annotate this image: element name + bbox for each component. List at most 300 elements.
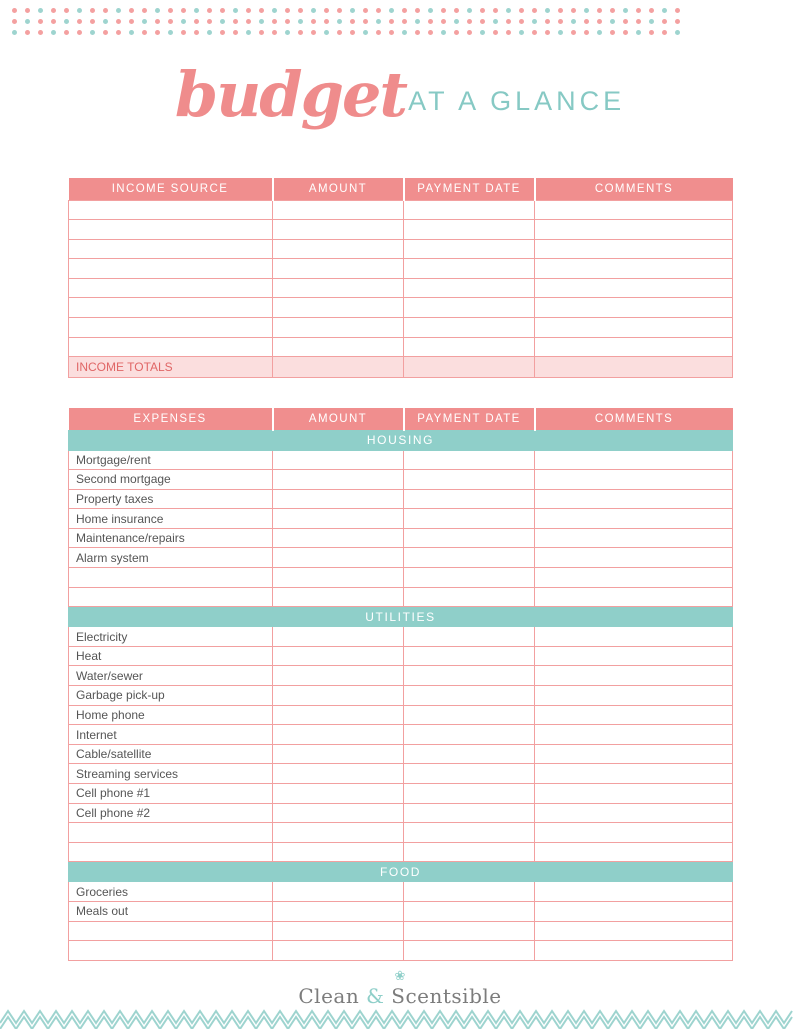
comments-cell[interactable]: [535, 921, 733, 941]
expense-amount-cell[interactable]: [273, 764, 404, 784]
expense-amount-cell[interactable]: [273, 725, 404, 745]
decorative-dot: [415, 8, 420, 13]
expense-row: [69, 744, 733, 764]
decorative-dot: [597, 19, 602, 24]
decorative-dot: [623, 30, 628, 35]
income-table-header-row: [69, 178, 733, 200]
expense-row: [69, 784, 733, 804]
sprig-icon: ❀: [394, 968, 406, 983]
income-totals-payment-date[interactable]: [404, 357, 535, 378]
income-header-payment-date: PAYMENT DATE: [404, 178, 535, 200]
label-cell[interactable]: [69, 318, 273, 338]
payment-date-cell[interactable]: [404, 220, 535, 240]
expense-row: [69, 725, 733, 745]
expense-amount-cell[interactable]: [273, 489, 404, 509]
decorative-dot: [168, 19, 173, 24]
expense-label-cell[interactable]: Home phone: [69, 705, 273, 725]
decorative-dot: [77, 19, 82, 24]
decorative-dot: [649, 19, 654, 24]
decorative-dot: [480, 19, 485, 24]
decorative-dot-band-top: [0, 8, 800, 38]
decorative-dot: [662, 8, 667, 13]
income-header-amount: AMOUNT: [273, 178, 404, 200]
decorative-dot: [298, 19, 303, 24]
expense-comments-cell[interactable]: [535, 901, 733, 921]
decorative-dot: [233, 19, 238, 24]
decorative-dot: [402, 8, 407, 13]
decorative-dot: [181, 19, 186, 24]
dot-row: [0, 19, 800, 27]
payment-date-cell[interactable]: [404, 823, 535, 843]
expense-comments-cell[interactable]: [535, 450, 733, 470]
expense-section-header: [69, 430, 733, 450]
label-cell[interactable]: [69, 842, 273, 862]
payment-date-cell[interactable]: [404, 941, 535, 961]
payment-date-cell[interactable]: [404, 842, 535, 862]
decorative-dot: [506, 19, 511, 24]
expense-amount-cell[interactable]: [273, 470, 404, 490]
expense-amount-cell[interactable]: [273, 784, 404, 804]
expense-comments-cell[interactable]: [535, 744, 733, 764]
expense-label-cell[interactable]: Garbage pick-up: [69, 686, 273, 706]
amount-cell[interactable]: [273, 587, 404, 607]
income-row: [69, 239, 733, 259]
expense-amount-cell[interactable]: [273, 882, 404, 902]
decorative-dot: [38, 8, 43, 13]
decorative-dot: [90, 19, 95, 24]
decorative-dot: [441, 8, 446, 13]
decorative-dot: [168, 30, 173, 35]
decorative-dot: [662, 19, 667, 24]
expense-amount-cell[interactable]: [273, 528, 404, 548]
payment-date-cell[interactable]: [404, 318, 535, 338]
decorative-dot: [142, 19, 147, 24]
expense-label-cell[interactable]: Cable/satellite: [69, 744, 273, 764]
expense-amount-cell[interactable]: [273, 450, 404, 470]
decorative-dot: [129, 8, 134, 13]
amount-cell[interactable]: [273, 921, 404, 941]
amount-cell[interactable]: [273, 941, 404, 961]
decorative-dot: [142, 8, 147, 13]
expense-amount-cell[interactable]: [273, 901, 404, 921]
comments-cell[interactable]: [535, 941, 733, 961]
decorative-dot: [311, 19, 316, 24]
decorative-dot: [12, 30, 17, 35]
decorative-dot: [519, 8, 524, 13]
decorative-dot: [467, 30, 472, 35]
comments-cell[interactable]: [535, 200, 733, 220]
decorative-dot: [506, 30, 511, 35]
decorative-dot: [454, 8, 459, 13]
decorative-dot: [207, 30, 212, 35]
decorative-dot: [155, 8, 160, 13]
expense-label-cell[interactable]: Groceries: [69, 882, 273, 902]
expense-payment-date-cell[interactable]: [404, 450, 535, 470]
payment-date-cell[interactable]: [404, 337, 535, 357]
decorative-dot: [51, 19, 56, 24]
decorative-dot: [623, 19, 628, 24]
expense-amount-cell[interactable]: [273, 548, 404, 568]
expense-amount-cell[interactable]: [273, 686, 404, 706]
decorative-dot: [246, 8, 251, 13]
decorative-dot: [636, 30, 641, 35]
decorative-dot: [142, 30, 147, 35]
decorative-dot: [571, 19, 576, 24]
decorative-dot: [233, 8, 238, 13]
expense-row: [69, 587, 733, 607]
label-cell[interactable]: [69, 921, 273, 941]
expense-section-label: HOUSING: [69, 430, 733, 450]
decorative-dot: [675, 8, 680, 13]
comments-cell[interactable]: [535, 318, 733, 338]
decorative-dot: [467, 8, 472, 13]
decorative-dot: [558, 19, 563, 24]
decorative-dot: [64, 30, 69, 35]
expenses-header-expenses: EXPENSES: [69, 408, 273, 430]
decorative-dot: [12, 8, 17, 13]
decorative-dot: [285, 8, 290, 13]
decorative-dot: [545, 8, 550, 13]
income-totals-amount[interactable]: [273, 357, 404, 378]
amount-cell[interactable]: [273, 337, 404, 357]
comments-cell[interactable]: [535, 568, 733, 588]
decorative-dot: [480, 30, 485, 35]
decorative-dot: [350, 19, 355, 24]
decorative-dot: [441, 30, 446, 35]
decorative-dot: [103, 30, 108, 35]
decorative-dot: [272, 19, 277, 24]
decorative-dot: [12, 19, 17, 24]
income-row: [69, 298, 733, 318]
expense-amount-cell[interactable]: [273, 646, 404, 666]
expenses-section: [68, 408, 732, 961]
decorative-dot: [324, 30, 329, 35]
amount-cell[interactable]: [273, 318, 404, 338]
decorative-dot: [194, 19, 199, 24]
expense-label-cell[interactable]: Streaming services: [69, 764, 273, 784]
decorative-dot: [493, 8, 498, 13]
expense-comments-cell[interactable]: [535, 646, 733, 666]
comments-cell[interactable]: [535, 587, 733, 607]
comments-cell[interactable]: [535, 259, 733, 279]
expense-amount-cell[interactable]: [273, 627, 404, 647]
decorative-dot: [25, 8, 30, 13]
expense-row: [69, 548, 733, 568]
decorative-dot: [389, 30, 394, 35]
decorative-dot: [168, 8, 173, 13]
expense-section-header: [69, 862, 733, 882]
decorative-dot: [194, 30, 199, 35]
expense-section-label: FOOD: [69, 862, 733, 882]
expense-row: [69, 882, 733, 902]
decorative-dot: [376, 8, 381, 13]
amount-cell[interactable]: [273, 220, 404, 240]
label-cell[interactable]: [69, 239, 273, 259]
amount-cell[interactable]: [273, 278, 404, 298]
decorative-dot: [25, 19, 30, 24]
payment-date-cell[interactable]: [404, 921, 535, 941]
decorative-dot: [597, 8, 602, 13]
amount-cell[interactable]: [273, 568, 404, 588]
payment-date-cell[interactable]: [404, 239, 535, 259]
decorative-dot: [77, 8, 82, 13]
decorative-dot: [584, 8, 589, 13]
label-cell[interactable]: [69, 587, 273, 607]
decorative-dot: [584, 19, 589, 24]
payment-date-cell[interactable]: [404, 259, 535, 279]
expense-payment-date-cell[interactable]: [404, 548, 535, 568]
decorative-dot: [246, 19, 251, 24]
expense-label-cell[interactable]: Internet: [69, 725, 273, 745]
decorative-dot: [545, 19, 550, 24]
expense-amount-cell[interactable]: [273, 744, 404, 764]
label-cell[interactable]: [69, 568, 273, 588]
decorative-dot: [506, 8, 511, 13]
decorative-dot: [298, 30, 303, 35]
expense-comments-cell[interactable]: [535, 784, 733, 804]
income-totals-label[interactable]: INCOME TOTALS: [69, 357, 273, 378]
expense-payment-date-cell[interactable]: [404, 489, 535, 509]
payment-date-cell[interactable]: [404, 278, 535, 298]
decorative-dot: [25, 30, 30, 35]
decorative-dot: [207, 19, 212, 24]
label-cell[interactable]: [69, 337, 273, 357]
label-cell[interactable]: [69, 298, 273, 318]
comments-cell[interactable]: [535, 823, 733, 843]
amount-cell[interactable]: [273, 823, 404, 843]
comments-cell[interactable]: [535, 239, 733, 259]
label-cell[interactable]: [69, 259, 273, 279]
decorative-dot: [311, 30, 316, 35]
expense-label-cell[interactable]: Alarm system: [69, 548, 273, 568]
dot-row: [0, 8, 800, 16]
expense-comments-cell[interactable]: [535, 803, 733, 823]
label-cell[interactable]: [69, 278, 273, 298]
decorative-dot: [389, 19, 394, 24]
income-totals-row: [69, 357, 733, 378]
comments-cell[interactable]: [535, 278, 733, 298]
comments-cell[interactable]: [535, 298, 733, 318]
decorative-dot: [493, 30, 498, 35]
expense-section-label: UTILITIES: [69, 607, 733, 627]
expense-row: [69, 489, 733, 509]
decorative-dot: [636, 8, 641, 13]
expense-row: [69, 686, 733, 706]
decorative-dot: [454, 30, 459, 35]
expense-comments-cell[interactable]: [535, 548, 733, 568]
decorative-dot: [675, 30, 680, 35]
expense-label-cell[interactable]: Maintenance/repairs: [69, 528, 273, 548]
label-cell[interactable]: [69, 941, 273, 961]
decorative-dot: [610, 8, 615, 13]
decorative-dot: [246, 30, 251, 35]
expense-payment-date-cell[interactable]: [404, 646, 535, 666]
comments-cell[interactable]: [535, 220, 733, 240]
label-cell[interactable]: [69, 200, 273, 220]
decorative-dot: [38, 30, 43, 35]
expense-label-cell[interactable]: Second mortgage: [69, 470, 273, 490]
expense-label-cell[interactable]: Water/sewer: [69, 666, 273, 686]
amount-cell[interactable]: [273, 259, 404, 279]
decorative-dot: [610, 30, 615, 35]
decorative-dot: [662, 30, 667, 35]
decorative-dot: [584, 30, 589, 35]
expense-label-cell[interactable]: Home insurance: [69, 509, 273, 529]
decorative-dot: [233, 30, 238, 35]
decorative-dot: [259, 19, 264, 24]
expense-payment-date-cell[interactable]: [404, 901, 535, 921]
decorative-dot: [558, 30, 563, 35]
payment-date-cell[interactable]: [404, 587, 535, 607]
decorative-dot: [90, 30, 95, 35]
decorative-dot: [428, 30, 433, 35]
payment-date-cell[interactable]: [404, 298, 535, 318]
expense-label-cell[interactable]: Heat: [69, 646, 273, 666]
amount-cell[interactable]: [273, 239, 404, 259]
amount-cell[interactable]: [273, 200, 404, 220]
expenses-header-amount: AMOUNT: [273, 408, 404, 430]
expense-comments-cell[interactable]: [535, 686, 733, 706]
expense-payment-date-cell[interactable]: [404, 627, 535, 647]
label-cell[interactable]: [69, 220, 273, 240]
expense-comments-cell[interactable]: [535, 509, 733, 529]
expense-label-cell[interactable]: Cell phone #1: [69, 784, 273, 804]
income-header-comments: COMMENTS: [535, 178, 733, 200]
decorative-dot: [77, 30, 82, 35]
decorative-dot: [441, 19, 446, 24]
decorative-dot: [428, 8, 433, 13]
title-subtitle: AT A GLANCE: [408, 86, 626, 116]
income-header-source: INCOME SOURCE: [69, 178, 273, 200]
title-script-word: budget: [174, 58, 407, 131]
expense-amount-cell[interactable]: [273, 705, 404, 725]
expense-payment-date-cell[interactable]: [404, 686, 535, 706]
decorative-dot: [532, 30, 537, 35]
decorative-dot: [90, 8, 95, 13]
decorative-dot: [571, 8, 576, 13]
expense-payment-date-cell[interactable]: [404, 803, 535, 823]
decorative-dot: [545, 30, 550, 35]
decorative-dot: [376, 19, 381, 24]
payment-date-cell[interactable]: [404, 200, 535, 220]
expense-comments-cell[interactable]: [535, 725, 733, 745]
amount-cell[interactable]: [273, 842, 404, 862]
decorative-dot: [519, 30, 524, 35]
expense-label-cell[interactable]: Meals out: [69, 901, 273, 921]
decorative-dot: [181, 30, 186, 35]
decorative-dot: [597, 30, 602, 35]
expense-payment-date-cell[interactable]: [404, 744, 535, 764]
income-table: [68, 178, 733, 378]
expense-row: [69, 901, 733, 921]
decorative-dot: [376, 30, 381, 35]
expense-comments-cell[interactable]: [535, 627, 733, 647]
expense-comments-cell[interactable]: [535, 489, 733, 509]
expense-comments-cell[interactable]: [535, 528, 733, 548]
decorative-dot: [454, 19, 459, 24]
decorative-dot: [311, 8, 316, 13]
expense-row: [69, 528, 733, 548]
expense-row: [69, 450, 733, 470]
decorative-dot: [220, 30, 225, 35]
expense-row: [69, 509, 733, 529]
expense-payment-date-cell[interactable]: [404, 509, 535, 529]
expense-comments-cell[interactable]: [535, 705, 733, 725]
decorative-dot: [363, 30, 368, 35]
expense-comments-cell[interactable]: [535, 666, 733, 686]
income-row: [69, 220, 733, 240]
expense-comments-cell[interactable]: [535, 882, 733, 902]
comments-cell[interactable]: [535, 337, 733, 357]
decorative-zigzag-bottom: [0, 1003, 800, 1029]
expense-payment-date-cell[interactable]: [404, 784, 535, 804]
income-row: [69, 318, 733, 338]
expense-amount-cell[interactable]: [273, 803, 404, 823]
decorative-dot: [116, 30, 121, 35]
expense-payment-date-cell[interactable]: [404, 666, 535, 686]
decorative-dot: [155, 19, 160, 24]
expense-payment-date-cell[interactable]: [404, 725, 535, 745]
expense-comments-cell[interactable]: [535, 764, 733, 784]
income-totals-comments[interactable]: [535, 357, 733, 378]
decorative-dot: [467, 19, 472, 24]
decorative-dot: [415, 30, 420, 35]
decorative-dot: [272, 30, 277, 35]
decorative-dot: [181, 8, 186, 13]
decorative-dot: [324, 8, 329, 13]
expense-comments-cell[interactable]: [535, 470, 733, 490]
page-title: [0, 52, 800, 131]
income-row: [69, 200, 733, 220]
comments-cell[interactable]: [535, 842, 733, 862]
expense-payment-date-cell[interactable]: [404, 882, 535, 902]
decorative-dot: [337, 19, 342, 24]
decorative-dot: [649, 30, 654, 35]
expense-amount-cell[interactable]: [273, 666, 404, 686]
income-row: [69, 259, 733, 279]
expense-label-cell[interactable]: Property taxes: [69, 489, 273, 509]
expense-label-cell[interactable]: Mortgage/rent: [69, 450, 273, 470]
decorative-dot: [116, 19, 121, 24]
brand-ampersand: &: [366, 984, 385, 1008]
decorative-dot: [350, 8, 355, 13]
decorative-dot: [636, 19, 641, 24]
expense-row: [69, 842, 733, 862]
expense-payment-date-cell[interactable]: [404, 528, 535, 548]
decorative-dot: [285, 30, 290, 35]
brand-last: Scentsible: [384, 984, 502, 1008]
expense-row: [69, 803, 733, 823]
income-row: [69, 278, 733, 298]
expense-label-cell[interactable]: Electricity: [69, 627, 273, 647]
decorative-dot: [51, 8, 56, 13]
amount-cell[interactable]: [273, 298, 404, 318]
decorative-dot: [610, 19, 615, 24]
label-cell[interactable]: [69, 823, 273, 843]
expense-amount-cell[interactable]: [273, 509, 404, 529]
expense-row: [69, 568, 733, 588]
expense-label-cell[interactable]: Cell phone #2: [69, 803, 273, 823]
decorative-dot: [129, 19, 134, 24]
expense-payment-date-cell[interactable]: [404, 764, 535, 784]
decorative-dot: [532, 19, 537, 24]
expense-payment-date-cell[interactable]: [404, 705, 535, 725]
expense-row: [69, 646, 733, 666]
expense-payment-date-cell[interactable]: [404, 470, 535, 490]
decorative-dot: [220, 19, 225, 24]
decorative-dot: [38, 19, 43, 24]
payment-date-cell[interactable]: [404, 568, 535, 588]
